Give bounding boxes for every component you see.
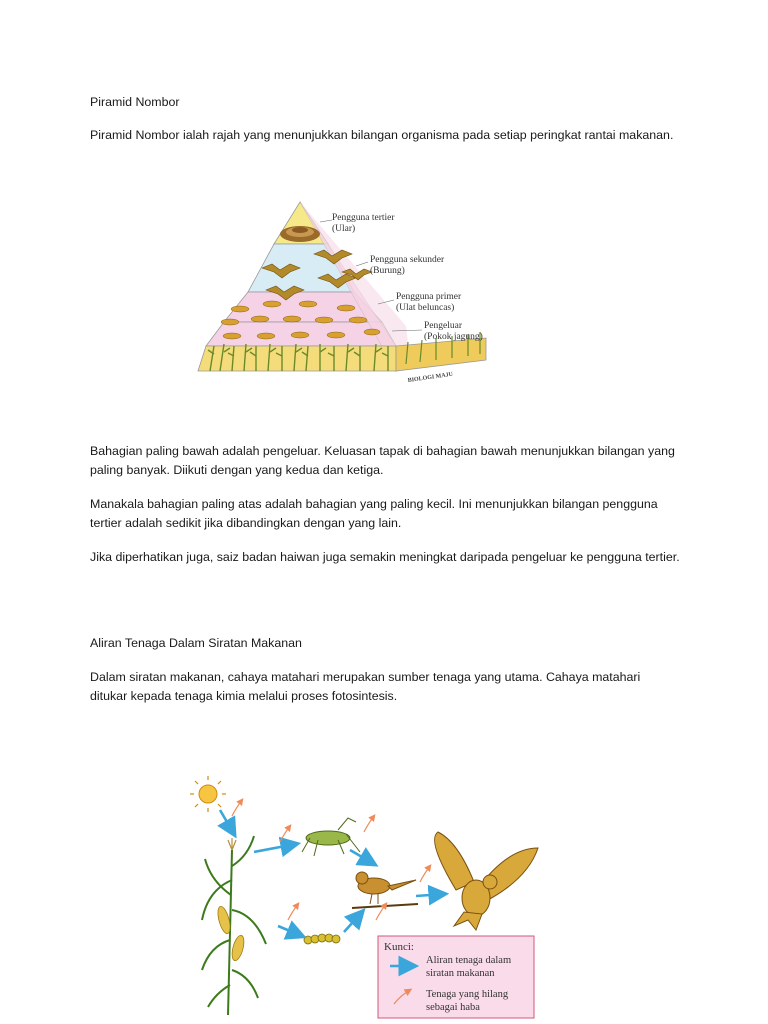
legend-title: Kunci: xyxy=(384,941,414,953)
label-producer-title: Pengeluar xyxy=(424,321,462,331)
label-producer-organism: (Pokok jagung) xyxy=(424,332,483,342)
label-primary-title: Pengguna primer xyxy=(396,292,462,302)
legend-heat-line2: sebagai haba xyxy=(426,1002,480,1013)
corn-plant-icon xyxy=(202,836,266,1015)
pyramid-intro-paragraph: Piramid Nombor ialah rajah yang menunjukkan bilangan organisma pada setiap peringkat rantai makanan. xyxy=(90,128,674,142)
pyramid-paragraph-base: Bahagian paling bawah adalah pengeluar. Keluasan tapak di bahagian bawah menunjukkan bilangan yang paling banyak. Diikuti dengan yang kedua dan ketiga. xyxy=(90,444,675,477)
label-tertiary-title: Pengguna tertier xyxy=(332,213,395,223)
legend-heat-line1: Tenaga yang hilang xyxy=(426,989,509,1000)
number-pyramid-diagram xyxy=(196,196,496,396)
small-bird-icon xyxy=(352,872,418,908)
snake-icon xyxy=(280,226,320,242)
energy-flow-diagram xyxy=(188,770,548,1020)
eagle-icon xyxy=(435,832,538,930)
section-heading-energy-flow: Aliran Tenaga Dalam Siratan Makanan xyxy=(90,636,302,650)
label-secondary-organism: (Burung) xyxy=(370,266,405,276)
energy-flow-paragraph: Dalam siratan makanan, cahaya matahari merupakan sumber tenaga yang utama. Cahaya matahari ditukar kepada tenaga kimia melalui proses fotosintesis. xyxy=(90,670,641,703)
sun-icon xyxy=(190,776,226,812)
diagram-legend xyxy=(378,936,534,1018)
label-secondary-title: Pengguna sekunder xyxy=(370,255,445,265)
caterpillar-icon xyxy=(304,934,340,944)
publisher-stamp: BIOLOGI MAJU xyxy=(407,371,454,384)
label-primary-organism: (Ulat beluncas) xyxy=(396,303,455,313)
legend-flow-line1: Aliran tenaga dalam xyxy=(426,955,512,966)
legend-flow-line2: siratan makanan xyxy=(426,968,495,979)
pyramid-paragraph-top: Manakala bahagian paling atas adalah bahagian yang paling kecil. Ini menunjukkan bilangan pengguna tertier adalah sedikit jika dibandingkan dengan yang lain. xyxy=(90,497,658,530)
pyramid-paragraph-size: Jika diperhatikan juga, saiz badan haiwan juga semakin meningkat daripada pengeluar ke pengguna tertier. xyxy=(90,550,680,564)
section-heading-pyramid: Piramid Nombor xyxy=(90,95,180,109)
label-tertiary-organism: (Ular) xyxy=(332,224,356,234)
